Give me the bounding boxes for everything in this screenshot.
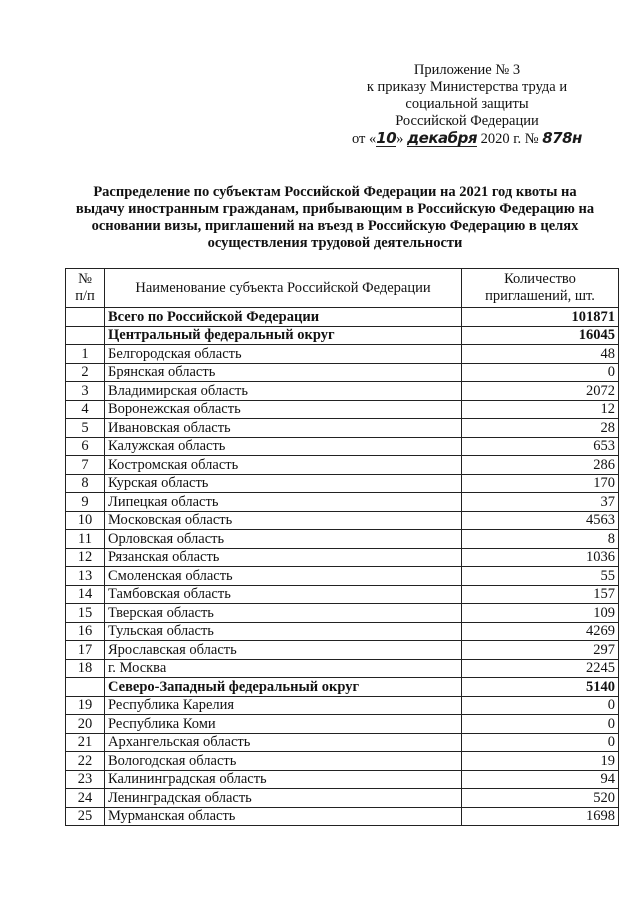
title-line-4: осуществления трудовой деятельности <box>207 235 463 251</box>
region-name: Рязанская область <box>105 548 462 567</box>
region-qty: 48 <box>462 345 619 364</box>
region-qty: 4269 <box>462 622 619 641</box>
header-num-line2: п/п <box>75 288 95 304</box>
region-qty: 1698 <box>462 807 619 826</box>
region-name: Тамбовская область <box>105 585 462 604</box>
table-row <box>66 456 619 475</box>
district-name: Северо-Западный федеральный округ <box>105 678 462 697</box>
table-row <box>66 585 619 604</box>
table-row <box>66 382 619 401</box>
region-qty: 0 <box>462 696 619 715</box>
district-qty: 16045 <box>462 326 619 345</box>
row-number: 6 <box>66 437 105 456</box>
table-row <box>66 641 619 660</box>
region-name: Архангельская область <box>105 733 462 752</box>
row-number: 1 <box>66 345 105 364</box>
row-number: 8 <box>66 474 105 493</box>
region-name: Московская область <box>105 511 462 530</box>
district-num <box>66 678 105 697</box>
region-qty: 297 <box>462 641 619 660</box>
row-number: 13 <box>66 567 105 586</box>
region-qty: 157 <box>462 585 619 604</box>
table-row <box>66 437 619 456</box>
region-name: Владимирская область <box>105 382 462 401</box>
region-qty: 286 <box>462 456 619 475</box>
table-row <box>66 604 619 623</box>
order-prefix: от « <box>352 131 377 147</box>
region-name: Ленинградская область <box>105 789 462 808</box>
order-day: 10 <box>376 129 397 147</box>
order-number: 878н <box>542 129 582 147</box>
region-qty: 0 <box>462 363 619 382</box>
quota-table <box>65 268 619 826</box>
district-row <box>66 678 619 697</box>
table-row <box>66 752 619 771</box>
row-number: 7 <box>66 456 105 475</box>
total-qty: 101871 <box>462 308 619 327</box>
district-name: Центральный федеральный округ <box>105 326 462 345</box>
order-year: 2020 г. № <box>480 131 539 147</box>
total-num <box>66 308 105 327</box>
total-label: Всего по Российской Федерации <box>105 308 462 327</box>
header-name: Наименование субъекта Российской Федерации <box>105 269 462 308</box>
table-row <box>66 530 619 549</box>
row-number: 11 <box>66 530 105 549</box>
table-row <box>66 567 619 586</box>
row-number: 5 <box>66 419 105 438</box>
title-line-1: Распределение по субъектам Российской Федерации на 2021 год квоты на <box>93 184 577 200</box>
region-qty: 0 <box>462 733 619 752</box>
appendix-order-ref: к приказу Министерства труда и <box>366 79 568 95</box>
region-name: Вологодская область <box>105 752 462 771</box>
table-row <box>66 363 619 382</box>
table-row <box>66 511 619 530</box>
region-qty: 109 <box>462 604 619 623</box>
table-row <box>66 474 619 493</box>
district-qty: 5140 <box>462 678 619 697</box>
order-month: декабря <box>407 129 477 147</box>
region-qty: 0 <box>462 715 619 734</box>
region-name: Брянская область <box>105 363 462 382</box>
order-mid: » <box>396 131 404 147</box>
header-qty <box>462 269 619 308</box>
region-qty: 2072 <box>462 382 619 401</box>
row-number: 24 <box>66 789 105 808</box>
title-line-2: выдачу иностранным гражданам, прибывающим в Российскую Федерацию на <box>75 201 595 217</box>
region-name: Тульская область <box>105 622 462 641</box>
region-name: Костромская область <box>105 456 462 475</box>
header-qty-line1: Количество <box>504 271 576 287</box>
row-number: 4 <box>66 400 105 419</box>
table-row <box>66 733 619 752</box>
row-number: 20 <box>66 715 105 734</box>
row-number: 22 <box>66 752 105 771</box>
table-row <box>66 789 619 808</box>
header-qty-line2: приглашений, шт. <box>485 288 595 304</box>
row-number: 25 <box>66 807 105 826</box>
region-qty: 170 <box>462 474 619 493</box>
row-number: 12 <box>66 548 105 567</box>
table-row <box>66 622 619 641</box>
appendix-number: Приложение № 3 <box>413 62 521 78</box>
region-qty: 37 <box>462 493 619 512</box>
region-name: Смоленская область <box>105 567 462 586</box>
row-number: 21 <box>66 733 105 752</box>
district-num <box>66 326 105 345</box>
row-number: 19 <box>66 696 105 715</box>
region-qty: 55 <box>462 567 619 586</box>
table-row <box>66 419 619 438</box>
region-name: Белгородская область <box>105 345 462 364</box>
region-name: Республика Карелия <box>105 696 462 715</box>
table-row <box>66 345 619 364</box>
table-header-row <box>66 269 619 308</box>
row-number: 14 <box>66 585 105 604</box>
region-name: Ивановская область <box>105 419 462 438</box>
region-qty: 2245 <box>462 659 619 678</box>
region-qty: 28 <box>462 419 619 438</box>
table-row <box>66 715 619 734</box>
region-qty: 12 <box>462 400 619 419</box>
region-qty: 653 <box>462 437 619 456</box>
district-row <box>66 326 619 345</box>
row-number: 10 <box>66 511 105 530</box>
appendix-ministry: социальной защиты <box>405 96 529 112</box>
region-qty: 1036 <box>462 548 619 567</box>
region-name: Липецкая область <box>105 493 462 512</box>
row-number: 17 <box>66 641 105 660</box>
row-number: 18 <box>66 659 105 678</box>
region-name: Ярославская область <box>105 641 462 660</box>
row-number: 9 <box>66 493 105 512</box>
region-name: Республика Коми <box>105 715 462 734</box>
region-qty: 8 <box>462 530 619 549</box>
header-num-line1: № <box>78 271 92 287</box>
region-name: Курская область <box>105 474 462 493</box>
table-row <box>66 493 619 512</box>
region-name: Калужская область <box>105 437 462 456</box>
row-number: 23 <box>66 770 105 789</box>
region-name: г. Москва <box>105 659 462 678</box>
appendix-country: Российской Федерации <box>395 113 539 129</box>
order-date-line <box>352 128 622 150</box>
row-number: 3 <box>66 382 105 401</box>
region-qty: 520 <box>462 789 619 808</box>
header-num <box>66 269 105 308</box>
table-row <box>66 548 619 567</box>
row-number: 16 <box>66 622 105 641</box>
title-line-3: основании визы, приглашений на въезд в Российскую Федерацию в целях <box>91 218 579 234</box>
region-name: Орловская область <box>105 530 462 549</box>
region-qty: 94 <box>462 770 619 789</box>
table-row <box>66 770 619 789</box>
table-row <box>66 659 619 678</box>
table-row <box>66 696 619 715</box>
appendix-header <box>340 62 594 130</box>
region-name: Воронежская область <box>105 400 462 419</box>
total-row <box>66 308 619 327</box>
region-name: Мурманская область <box>105 807 462 826</box>
region-qty: 19 <box>462 752 619 771</box>
region-qty: 4563 <box>462 511 619 530</box>
region-name: Тверская область <box>105 604 462 623</box>
row-number: 2 <box>66 363 105 382</box>
table-row <box>66 400 619 419</box>
table-body <box>66 308 619 826</box>
document-title <box>70 184 600 252</box>
table-row <box>66 807 619 826</box>
row-number: 15 <box>66 604 105 623</box>
region-name: Калининградская область <box>105 770 462 789</box>
